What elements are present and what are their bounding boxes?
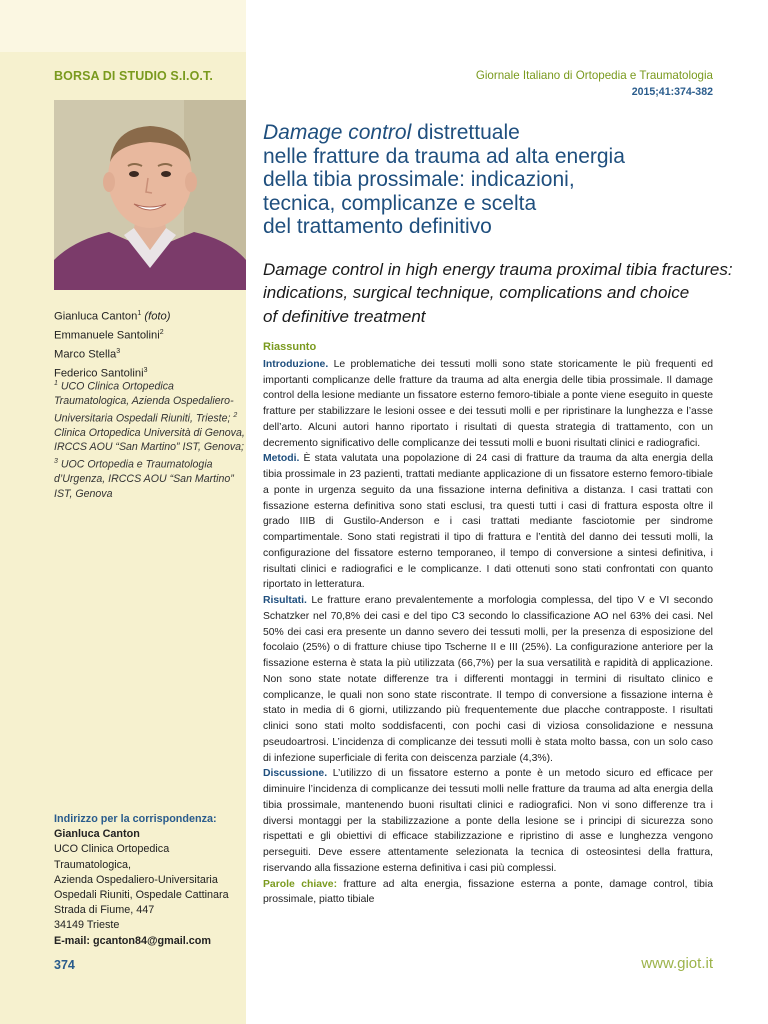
author-list — [54, 306, 170, 383]
author-item — [54, 344, 170, 363]
author-sup: 3 — [116, 348, 121, 356]
author-portrait-image — [54, 100, 246, 290]
affiliation-1: UCO Clinica Ortopedica Traumatologica, Azienda Ospedaliero-Universitaria Ospedali Riuniti, Trieste; — [54, 380, 234, 425]
title-line: della tibia prossimale: indicazioni, — [263, 168, 575, 192]
affiliation-3: UOC Ortopedia e Traumatologia d’Urgenza, IRCCS AOU “San Martino” IST, Genova — [54, 458, 234, 500]
keywords-label: Parole chiave: — [263, 878, 338, 890]
correspondence-line: Azienda Ospedaliero-Universitaria — [54, 873, 218, 886]
journal-name: Giornale Italiano di Ortopedia e Traumatologia — [475, 69, 713, 82]
title-line — [263, 121, 743, 145]
author-sup: 3 — [143, 367, 148, 375]
abstract-introduction — [263, 357, 713, 452]
correspondence-line: UCO Clinica Ortopedica Traumatologica, — [54, 843, 170, 871]
section-label-discussion: Discussione. — [263, 768, 328, 780]
title-line: tecnica, complicanze e scelta — [263, 191, 537, 215]
section-label-intro: Introduzione. — [263, 358, 329, 370]
section-text: È stata valutata una popolazione di 24 casi di fratture da trauma da alta energia della tibia prossimale in 23 pazienti, trattati mediante applicazione di un fissatore esterno femoro-tibiale a ponte in urgenza seguito da una fissazione interna definitiva a distanza. I casi trattati con fissazione esterna definitiva sono stati esclusi, tra questi tutti i casi di frattura esposta oltre il grado IIIB di Gustilo-Anderson e i casi trattati mediante fasciotomie per sindrome compartimentale. Sono stati registrati il tipo di frattura e l’entità del danno dei tessuti molli, la configurazione del fissatore esterno temporaneo, il tempo di conversione a sintesi definitiva, i risultati clinici e radiografici e le complicanze. I dati ottenuti sono stati confrontati con quanto riportato in letteratura. — [263, 453, 713, 591]
section-text: L’utilizzo di un fissatore esterno a ponte è un metodo sicuro ed efficace per diminuire l’incidenza di complicanze dei tessuti molli nelle fratture da trauma ad alta energia della tibia prossimale, mantenendo buoni risultati clinici e radiografici. Non vi sono differenze tra i diversi montaggi per la stabilizzazione a ponte della lesione se i principi di sicurezza sono rispettati e gli obiettivi di efficace stabilizzazione e ripristino di asse e lunghezza vengono perseguiti. Deve essere attentamente selezionata la tecnica di osteosintesi della frattura, riservando alla fissazione esterna definitiva i casi più complessi. — [263, 768, 713, 874]
abstract-heading: Riassunto — [263, 341, 317, 353]
author-name: Gianluca Canton — [54, 310, 138, 323]
author-name: Federico Santolini — [54, 368, 144, 381]
correspondence-email[interactable]: E-mail: gcanton84@gmail.com — [54, 934, 211, 947]
article-title — [263, 121, 743, 239]
section-text: Le fratture erano prevalentemente a morfologia complessa, del tipo V e VI secondo Schatzker nel 70,8% dei casi e del tipo C3 secondo lo classificazione AO nel 63% dei casi. Nel 50% dei casi era presente un danno severo dei tessuti molli, per la presenza di esposizione del focolaio (25%) o di fratture chiuse tipo Tscherne II e III (25%). La configurazione anteriore per la fissazione esterna è stata la più utilizzata (66,7%) per la sua versatilità e rapidità di applicazione. Non sono state notate differenze tra i differenti montaggi in termini di risultato clinico e complicanze, le quali non sono state riscontrate. Il tempo di conversione a fissazione interna è stato in media di 6 giorni, utilizzando più frequentemente due placche contrapposte. I risultati clinici sono stati molto soddisfacenti, con pochi casi di viziosa consolidazione e nessuna pseudoartrosi. L’incidenza di complicanze dei tessuti molli è stata molto bassa, con un solo caso di infezione superficiale di ferita con deiscenza parziale (4,3%). — [263, 595, 713, 764]
section-label: BORSA DI STUDIO S.I.O.T. — [54, 69, 213, 83]
section-label-results: Risultati. — [263, 595, 307, 606]
correspondence-block — [54, 812, 246, 949]
author-photo — [54, 100, 246, 290]
title-line: del trattamento definitivo — [263, 215, 492, 239]
author-item — [54, 306, 170, 325]
page-number: 374 — [54, 958, 75, 972]
keywords-text: fratture ad alta energia, fissazione esterna a ponte, damage control, tibia prossimale, piatto tibiale — [263, 878, 713, 906]
volume-pages: 2015;41:374-382 — [631, 86, 713, 98]
author-name: Emmanuele Santolini — [54, 329, 160, 342]
title-rest: distrettuale — [411, 121, 520, 144]
abstract-discussion — [263, 766, 713, 876]
article-subtitle — [263, 258, 733, 328]
author-sup: 1 — [137, 310, 142, 317]
keywords — [263, 877, 713, 909]
subtitle-line: of definitive treatment — [263, 306, 426, 326]
correspondence-name: Gianluca Canton — [54, 828, 140, 841]
section-label-methods: Metodi. — [263, 453, 300, 465]
sidebar-top-strip — [0, 0, 246, 52]
affiliation-sup: 2 — [233, 411, 238, 419]
abstract — [263, 340, 713, 908]
abstract-results — [263, 593, 713, 766]
subtitle-line: indications, surgical technique, complications and choice — [263, 283, 690, 303]
affiliation-sup: 1 — [54, 380, 58, 387]
author-name: Marco Stella — [54, 349, 117, 362]
website-link[interactable]: www.giot.it — [641, 955, 713, 972]
correspondence-line: Strada di Fiume, 447 — [54, 904, 155, 917]
author-sup: 2 — [159, 329, 164, 337]
affiliation-2: Clinica Ortopedica Università di Genova, IRCCS AOU “San Martino” IST, Genova; — [54, 426, 245, 454]
correspondence-heading: Indirizzo per la corrispondenza: — [54, 813, 217, 825]
affiliations — [54, 377, 246, 501]
subtitle-line: Damage control in high energy trauma proximal tibia fractures: — [263, 260, 733, 279]
correspondence-line: Ospedali Riuniti, Ospedale Cattinara — [54, 889, 229, 902]
correspondence-line: 34149 Trieste — [54, 919, 120, 932]
section-text: Le problematiche dei tessuti molli sono state storicamente le più frequenti ed importanti complicanze delle fratture da trauma ad alta energia delle tibia prossimale. Il damage control della lesione mediante un fissatore esterno femoro-tibiale a ponte viene eseguito in queste fratture per stabilizzare le lesioni ossee e dei tessuti molli e per ripristinare la lunghezza e l’asse dell’arto. Alcuni autori hanno riportato i risultati di questa strategia di trattamento, con un decremento significativo delle complicanze dei tessuti molli e buoni risultati clinici e radiografici. — [263, 358, 713, 449]
abstract-methods — [263, 451, 713, 593]
author-note: (foto) — [141, 310, 171, 323]
title-line: nelle fratture da trauma ad alta energia — [263, 144, 625, 168]
affiliation-sup: 3 — [54, 458, 58, 466]
title-italic: Damage control — [263, 121, 412, 144]
author-item — [54, 325, 170, 344]
